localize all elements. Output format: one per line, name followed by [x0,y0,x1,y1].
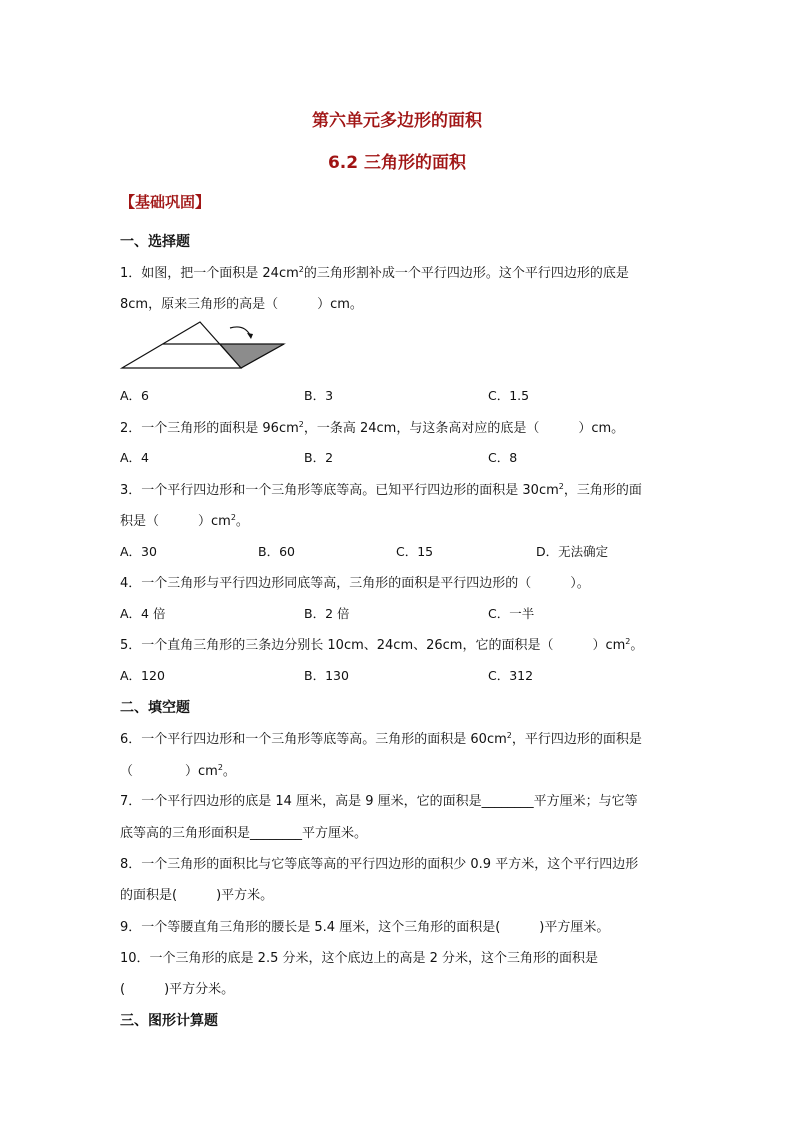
q10-line1: 10．一个三角形的底是 2.5 分米，这个底边上的高是 2 分米，这个三角形的面积是 [120,951,599,966]
page-subtitle: 6.2 三角形的面积 [327,153,467,173]
q5-option-b[interactable]: B．130 [304,668,349,683]
part3-heading: 三、图形计算题 [120,1013,218,1029]
q4-option-a[interactable]: A．4 倍 [120,606,166,621]
q1-line1: 1．如图，把一个面积是 $24cm^2$的三角形割补成一个平行四边形。这个平行四边形的底是 [120,265,629,281]
q9-line[interactable]: 9．一个等腰直角三角形的腰长是 5.4 厘米，这个三角形的面积是( )平方厘米。 [120,920,610,935]
q7-line2[interactable]: 底等高的三角形面积是________平方厘米。 [120,826,368,841]
q6-line2[interactable]: （ ）$cm^2$。 [120,763,236,779]
q4-line: 4．一个三角形与平行四边形同底等高，三角形的面积是平行四边形的（ ）。 [120,576,590,591]
q3-option-d[interactable]: D．无法确定 [536,544,609,559]
q2-option-c[interactable]: C．8 [488,450,518,465]
part2-heading: 二、填空题 [120,700,190,716]
q5-option-c[interactable]: C．312 [488,668,534,683]
q5-option-a[interactable]: A．120 [120,668,165,683]
q3-option-b[interactable]: B．60 [258,544,295,559]
q1-option-a[interactable]: A．6 [120,388,150,403]
page-title: 第六单元多边形的面积 [312,111,482,131]
q3-option-a[interactable]: A．30 [120,544,157,559]
q1-option-c[interactable]: C．1.5 [488,388,530,403]
q5-line: 5．一个直角三角形的三条边分别长 10cm、24cm、26cm，它的面积是（ ）$cm^2$。 [120,637,644,653]
q4-option-c[interactable]: C．一半 [488,606,535,621]
part1-heading: 一、选择题 [120,234,190,250]
q1-line2: 8cm，原来三角形的高是（ ）cm。 [120,297,363,312]
q7-line1[interactable]: 7．一个平行四边形的底是 14 厘米，高是 9 厘米，它的面积是________平方厘米；与它等 [120,794,638,809]
rotate-arrow-icon [230,327,250,335]
q1-option-b[interactable]: B．3 [304,388,334,403]
q4-option-b[interactable]: B．2 倍 [304,606,350,621]
q10-line2[interactable]: ( )平方分米。 [120,982,235,997]
q6-line1: 6．一个平行四边形和一个三角形等底等高。三角形的面积是 $60cm^2$，平行四边形的面积是 [120,731,642,747]
q2-option-a[interactable]: A．4 [120,450,150,465]
q1-figure [118,318,288,372]
q3-line1: 3．一个平行四边形和一个三角形等底等高。已知平行四边形的面积是 $30cm^2$，三角形的面 [120,482,642,498]
section-label: 【基础巩固】 [120,193,211,211]
q2-option-b[interactable]: B．2 [304,450,334,465]
q3-option-c[interactable]: C．15 [396,544,434,559]
q8-line2[interactable]: 的面积是( )平方米。 [120,888,274,903]
q3-line2: 积是（ ）$cm^2$。 [120,513,249,529]
q2-line: 2．一个三角形的面积是 $96cm^2$，一条高 24cm，与这条高对应的底是（ ）cm。 [120,420,625,436]
q8-line1: 8．一个三角形的面积比与它等底等高的平行四边形的面积少 0.9 平方米，这个平行四边形 [120,857,639,872]
